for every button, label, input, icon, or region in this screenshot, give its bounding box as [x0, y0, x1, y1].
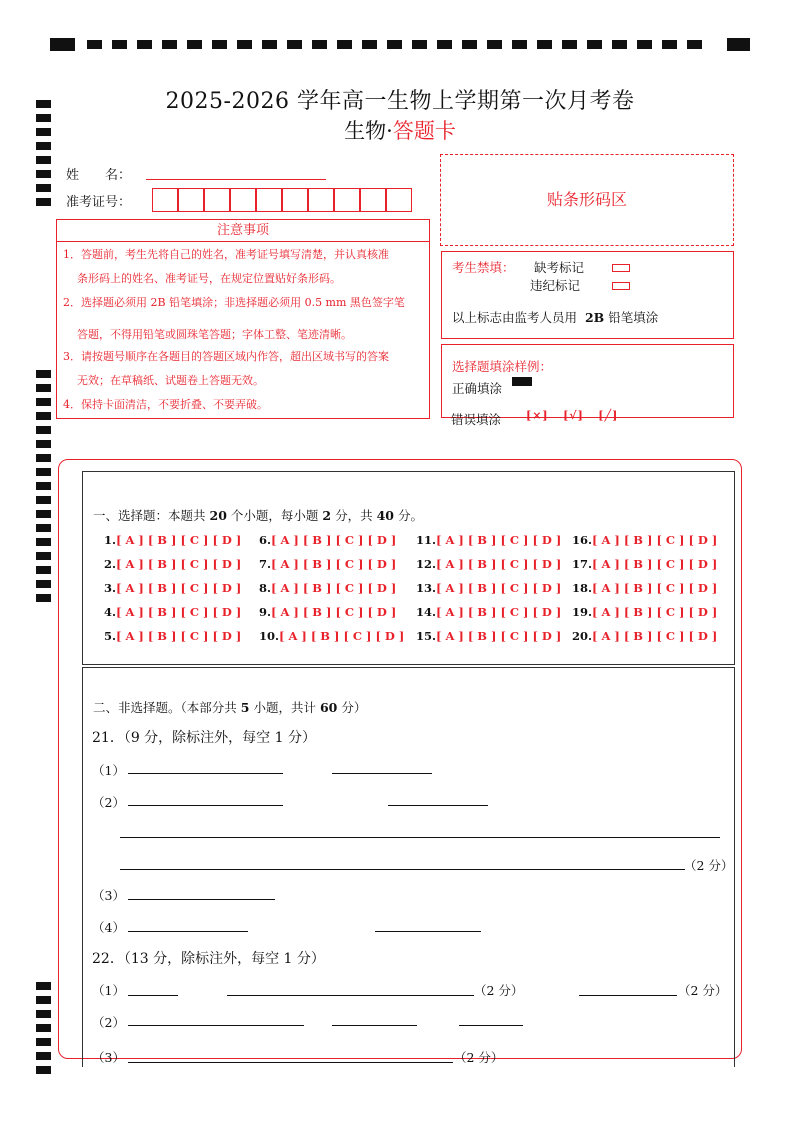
choice-q18[interactable]: 18.[ A ] [ B ] [ C ] [ D ] — [572, 581, 718, 595]
choice-q15[interactable]: 15.[ A ] [ B ] [ C ] [ D ] — [416, 629, 562, 643]
q22-sub1-blank1[interactable] — [128, 980, 178, 996]
exam-id-label: 准考证号： — [66, 195, 132, 210]
notice-item-4: 4．保持卡面清洁，不要折叠、不要弄破。 — [63, 398, 268, 411]
q21-sub3-blank1[interactable] — [128, 884, 275, 900]
name-label: 姓 名： — [66, 168, 132, 183]
choice-q11[interactable]: 11.[ A ] [ B ] [ C ] [ D ] — [416, 533, 562, 547]
q21-sub1-blank2[interactable] — [332, 758, 432, 774]
q22-sub1-points-1: （2 分） — [474, 983, 524, 998]
q22-sub1-blank2[interactable] — [227, 980, 474, 996]
sample-box — [441, 344, 734, 418]
choice-q12[interactable]: 12.[ A ] [ B ] [ C ] [ D ] — [416, 557, 562, 571]
choice-q1[interactable]: 1.[ A ] [ B ] [ C ] [ D ] — [104, 533, 242, 547]
page-subtitle — [0, 115, 800, 145]
subtitle-subject: 生物· — [344, 119, 393, 143]
choice-q13[interactable]: 13.[ A ] [ B ] [ C ] [ D ] — [416, 581, 562, 595]
choice-q19[interactable]: 19.[ A ] [ B ] [ C ] [ D ] — [572, 605, 718, 619]
left-timing-marks-3 — [36, 982, 52, 1077]
q21-sub2-line1[interactable] — [120, 822, 720, 838]
q21-sub4-label: （4） — [92, 920, 125, 935]
correct-fill-mark — [512, 377, 532, 386]
choice-q20[interactable]: 20.[ A ] [ B ] [ C ] [ D ] — [572, 629, 718, 643]
q21-heading: 21．（9 分，除标注外，每空 1 分） — [92, 730, 316, 746]
q21-sub2-blank2[interactable] — [388, 790, 488, 806]
notice-title: 注意事项 — [57, 220, 429, 242]
q21-sub4-blank2[interactable] — [375, 916, 481, 932]
left-timing-marks-2 — [36, 370, 52, 610]
notice-item-1-cont: 条形码上的姓名、准考证号，在规定位置贴好条形码。 — [77, 272, 341, 285]
barcode-label: 贴条形码区 — [546, 190, 627, 209]
q22-sub3-points: （2 分） — [454, 1050, 504, 1065]
notice-box — [56, 219, 430, 419]
q21-sub1-blank1[interactable] — [128, 758, 283, 774]
q21-sub3-label: （3） — [92, 888, 125, 903]
wrong-fill-marks — [526, 409, 618, 422]
wrong-mark-x: [×] — [526, 409, 549, 422]
top-timing-marks — [0, 38, 800, 52]
violation-mark-label: 违纪标记 — [530, 278, 581, 293]
forbidden-note: 以上标志由监考人员用 2B 铅笔填涂 — [452, 310, 659, 325]
choice-q16[interactable]: 16.[ A ] [ B ] [ C ] [ D ] — [572, 533, 718, 547]
wrong-mark-check: [√] — [563, 409, 584, 422]
choice-q10[interactable]: 10.[ A ] [ B ] [ C ] [ D ] — [259, 629, 405, 643]
choice-q9[interactable]: 9.[ A ] [ B ] [ C ] [ D ] — [259, 605, 397, 619]
notice-item-2: 2．选择题必须用 2B 铅笔填涂；非选择题必须用 0.5 mm 黑色签字笔 — [63, 296, 405, 309]
q22-sub2-blank2[interactable] — [332, 1010, 417, 1026]
q22-sub1-points-2: （2 分） — [678, 983, 728, 998]
q21-sub2-line2[interactable] — [120, 854, 685, 870]
forbidden-box — [441, 251, 734, 339]
choice-q14[interactable]: 14.[ A ] [ B ] [ C ] [ D ] — [416, 605, 562, 619]
q22-sub2-label: （2） — [92, 1015, 125, 1030]
forbidden-label: 考生禁填： — [452, 260, 515, 275]
correct-fill-label: 正确填涂 — [452, 381, 503, 396]
q22-sub3-label: （3） — [92, 1050, 125, 1065]
q22-sub1-label: （1） — [92, 983, 125, 998]
barcode-area — [440, 154, 734, 246]
subtitle-card: 答题卡 — [392, 119, 456, 143]
q21-sub2-points: （2 分） — [684, 858, 734, 873]
choice-q2[interactable]: 2.[ A ] [ B ] [ C ] [ D ] — [104, 557, 242, 571]
non-choice-heading: 二、非选择题。（本部分共 5 小题，共计 60 分） — [93, 700, 367, 715]
absent-mark-box — [612, 264, 630, 272]
absent-mark-label: 缺考标记 — [534, 260, 585, 275]
choice-q3[interactable]: 3.[ A ] [ B ] [ C ] [ D ] — [104, 581, 242, 595]
q21-sub1-label: （1） — [92, 763, 125, 778]
wrong-mark-slash: [╱] — [598, 409, 619, 422]
wrong-fill-label: 错误填涂 — [451, 412, 502, 427]
notice-item-1: 1．答题前，考生先将自己的姓名，准考证号填写清楚，并认真核准 — [63, 248, 389, 261]
violation-mark-box — [612, 282, 630, 290]
q21-sub4-blank1[interactable] — [128, 916, 248, 932]
notice-item-2-cont: 答题，不得用铅笔或圆珠笔答题；字体工整、笔迹清晰。 — [77, 328, 352, 341]
q22-sub3-blank1[interactable] — [128, 1047, 453, 1063]
q22-heading: 22．（13 分，除标注外，每空 1 分） — [92, 951, 325, 967]
q22-sub1-blank3[interactable] — [579, 980, 677, 996]
q21-sub2-blank1[interactable] — [128, 790, 283, 806]
sample-title: 选择题填涂样例： — [452, 359, 553, 374]
page-title: 2025-2026 学年高一生物上学期第一次月考卷 — [165, 89, 635, 114]
name-field[interactable] — [146, 162, 326, 180]
notice-item-3: 3．请按题号顺序在各题目的答题区域内作答，超出区域书写的答案 — [63, 350, 389, 363]
choice-q6[interactable]: 6.[ A ] [ B ] [ C ] [ D ] — [259, 533, 397, 547]
q22-sub2-blank3[interactable] — [459, 1010, 523, 1026]
q22-sub2-blank1[interactable] — [128, 1010, 304, 1026]
choice-q5[interactable]: 5.[ A ] [ B ] [ C ] [ D ] — [104, 629, 242, 643]
notice-item-3-cont: 无效；在草稿纸、试题卷上答题无效。 — [77, 374, 264, 387]
choice-q8[interactable]: 8.[ A ] [ B ] [ C ] [ D ] — [259, 581, 397, 595]
q21-sub2-label: （2） — [92, 795, 125, 810]
choice-section-heading: 一、选择题：本题共 20 个小题，每小题 2 分，共 40 分。 — [93, 508, 423, 523]
choice-q4[interactable]: 4.[ A ] [ B ] [ C ] [ D ] — [104, 605, 242, 619]
choice-q17[interactable]: 17.[ A ] [ B ] [ C ] [ D ] — [572, 557, 718, 571]
choice-q7[interactable]: 7.[ A ] [ B ] [ C ] [ D ] — [259, 557, 397, 571]
